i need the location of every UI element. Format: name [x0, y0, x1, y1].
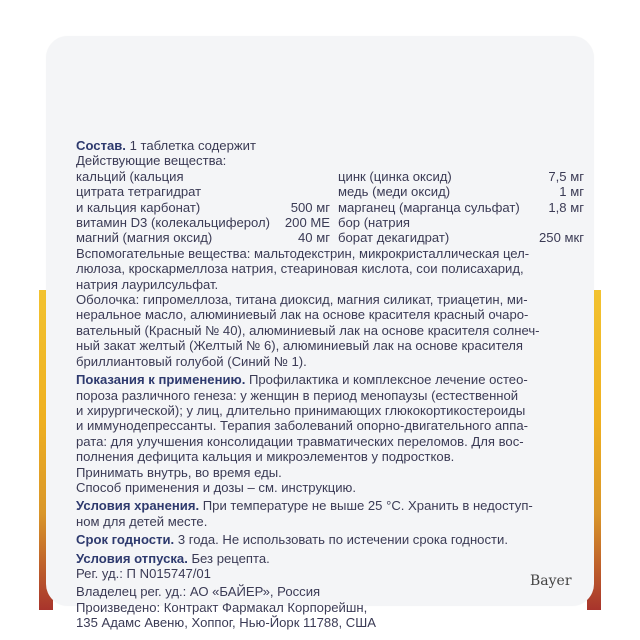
dosage: Принимать внутрь, во время еды. Способ применения и дозы – см. инструкцию.: [76, 464, 356, 495]
shelf-life: Срок годности. 3 года. Не использовать по истечении срока годности.: [76, 532, 508, 548]
active-heading: Действующие вещества:: [76, 153, 227, 169]
coating: Оболочка: гипромеллоза, титана диоксид, магния силикат, триацетин, ми- неральное масло, алюминиевый лак на основе красителя красный очаро- вательный (Красный № 40), алюминиевый лак на основе красителя солнеч- ный закат желтый (Желтый № 6), алюминиевый лак на основе красителя бриллиантовый голубой (Синий № 1).: [76, 292, 540, 369]
ingredient-row: магний (магния оксид) 40 мг: [76, 230, 330, 246]
registration: Рег. уд.: П N015747/01: [76, 565, 211, 581]
composition-intro: Состав. 1 таблетка содержит: [76, 138, 256, 153]
storage: Условия хранения. При температуре не выше 25 °С. Хранить в недоступ- ном для детей месте.: [76, 498, 533, 529]
package-text: [76, 138, 584, 631]
ingredient-row: кальций (кальция цитрата тетрагидрат и кальция карбонат) 500 мг: [76, 168, 330, 215]
excipients: Вспомогательные вещества: мальтодекстрин, микрокристаллическая цел- люлоза, кроскармеллоза натрия, стеариновая кислота, сои полисахарид, натрия лаурилсульфат.: [76, 245, 530, 292]
bayer-logo-text: Bayer: [530, 573, 572, 589]
ingredient-row: бор (натрия борат декагидрат) 250 мкг: [338, 215, 584, 246]
composition-right-column: [338, 153, 584, 245]
composition-left-column: [76, 153, 330, 245]
owner: Владелец рег. уд.: АО «БАЙЕР», Россия: [76, 584, 321, 600]
indications: Показания к применению. Профилактика и комплексное лечение остео- пороза различного генеза: у женщин в период менопаузы (естественной и хирургической); у лиц, длительно принимающих глюкокортикостероиды и иммунодепрессанты. Терапия заболеваний опорно-двигательного аппа- рата: для улучшения консолидации травматических переломов. Для вос- полнения дефицита кальция и микроэлементов у подростков.: [76, 372, 528, 465]
producer: Произведено: Контракт Фармакал Корпорейшн, 135 Адамс Авеню, Хоппог, Нью-Йорк 11788, США: [76, 599, 376, 631]
ingredient-row: витамин D3 (колекальциферол) 200 МЕ: [76, 215, 330, 231]
ingredient-row: марганец (марганца сульфат) 1,8 мг: [338, 199, 584, 215]
ingredient-row: цинк (цинка оксид) 7,5 мг: [338, 168, 584, 184]
dispensing: Условия отпуска. Без рецепта.: [76, 550, 270, 566]
composition-table: [76, 153, 584, 245]
ingredient-row: медь (меди оксид) 1 мг: [338, 184, 584, 200]
